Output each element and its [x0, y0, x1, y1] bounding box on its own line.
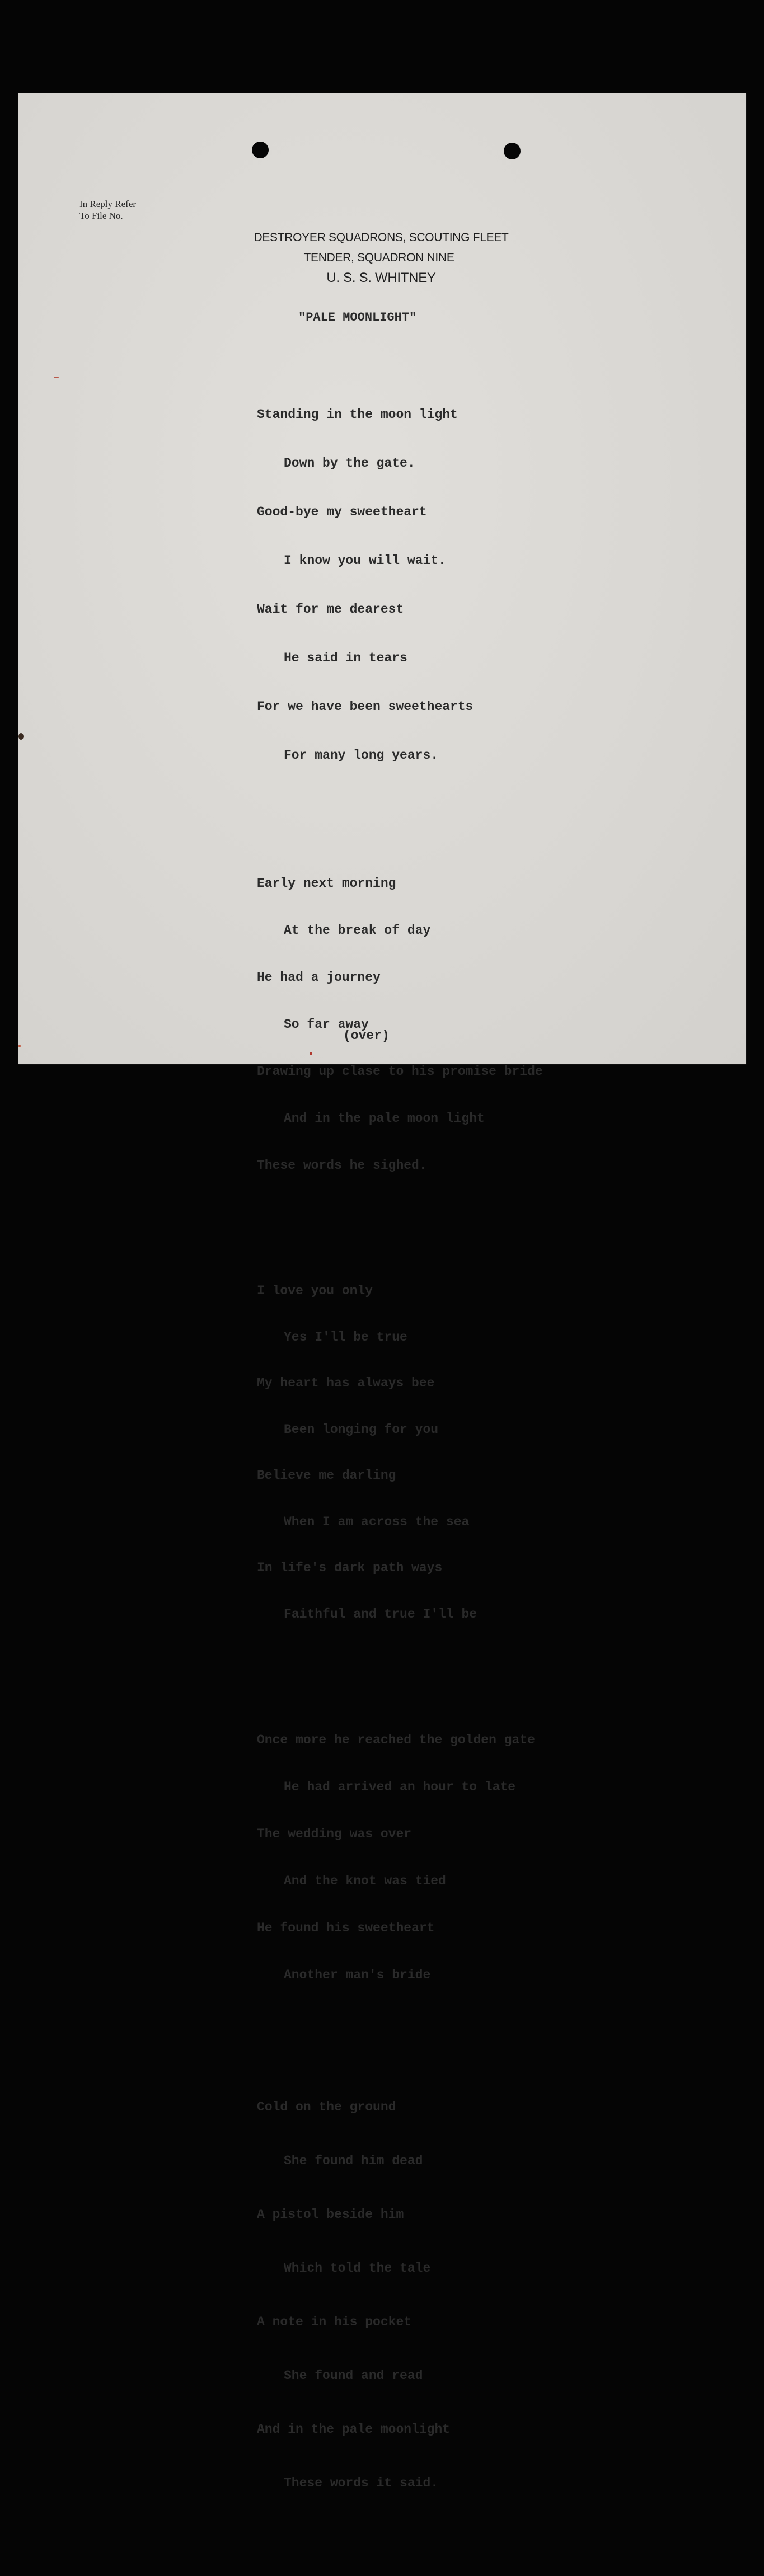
ink-mark [18, 1045, 21, 1047]
stanza-3 [257, 1253, 543, 1653]
poem-line: My heart has always bee [257, 1376, 435, 1390]
continued-note: (over) [343, 1028, 390, 1043]
poem-line: Once more he reached the golden gate [257, 1733, 535, 1747]
poem-line: And the knot was tied [284, 1874, 446, 1888]
poem-line: He had arrived an hour to late [284, 1780, 516, 1794]
poem-line: And in the pale moon light [284, 1111, 485, 1126]
punch-hole-right [504, 143, 521, 159]
poem-line: Cold on the ground [257, 2100, 396, 2114]
poem-line: Good-bye my sweetheart [257, 505, 427, 519]
poem-line: A pistol beside him [257, 2207, 404, 2222]
poem-line: I know you will wait. [284, 553, 446, 568]
reply-reference [79, 198, 136, 222]
poem-line: Drawing up clase to his promise bride [257, 1064, 543, 1079]
poem-line: For we have been sweethearts [257, 699, 474, 714]
poem-title: "PALE MOONLIGHT" [298, 311, 417, 325]
poem-line: I love you only [257, 1284, 373, 1298]
stanza-5 [257, 2062, 543, 2528]
ink-mark [18, 733, 24, 740]
poem-line: Faithful and true I'll be [284, 1606, 477, 1621]
reply-line-2: To File No. [79, 210, 123, 221]
poem-line: He found his sweetheart [257, 1921, 435, 1935]
poem-line: Down by the gate. [284, 456, 415, 471]
poem-line: He said in tears [284, 651, 407, 665]
letterhead-unit: TENDER, SQUADRON NINE [303, 251, 454, 264]
document-page [18, 93, 746, 2490]
reply-line-1: In Reply Refer [79, 199, 137, 209]
poem-line: He had a journey [257, 970, 381, 985]
poem-line: These words it said. [284, 2476, 439, 2490]
poem-line: Early next morning [257, 876, 396, 891]
poem-line: For many long years. [284, 748, 439, 763]
poem-line: Another man's bride [284, 1968, 431, 1982]
poem-line: She found him dead [284, 2154, 423, 2168]
poem-body [257, 342, 543, 2576]
poem-line: Yes I'll be true [284, 1329, 407, 1345]
poem-line: A note in his pocket [257, 2315, 412, 2329]
poem-line: When I am across the sea [284, 1514, 470, 1529]
poem-line: So far away [284, 1017, 369, 1032]
punch-hole-left [252, 142, 269, 158]
poem-line: The wedding was over [257, 1827, 412, 1841]
poem-line: Wait for me dearest [257, 602, 404, 617]
poem-line: She found and read [284, 2368, 423, 2383]
ink-mark [54, 377, 59, 378]
poem-line: Been longing for you [284, 1422, 439, 1437]
stanza-2 [257, 844, 543, 1205]
letterhead-org: DESTROYER SQUADRONS, SCOUTING FLEET [254, 231, 509, 244]
poem-line: And in the pale moonlight [257, 2422, 451, 2437]
poem-line: At the break of day [284, 923, 431, 938]
ink-mark [310, 1052, 312, 1055]
stanza-1 [257, 374, 543, 796]
poem-line: Which told the tale [284, 2261, 431, 2276]
poem-line: Standing in the moon light [257, 407, 458, 422]
poem-line: Believe me darling [257, 1468, 396, 1483]
poem-line: These words he sighed. [257, 1158, 427, 1173]
letterhead-ship: U. S. S. WHITNEY [326, 270, 436, 285]
poem-line: In life's dark path ways [257, 1560, 443, 1575]
stanza-4 [257, 1701, 543, 2014]
